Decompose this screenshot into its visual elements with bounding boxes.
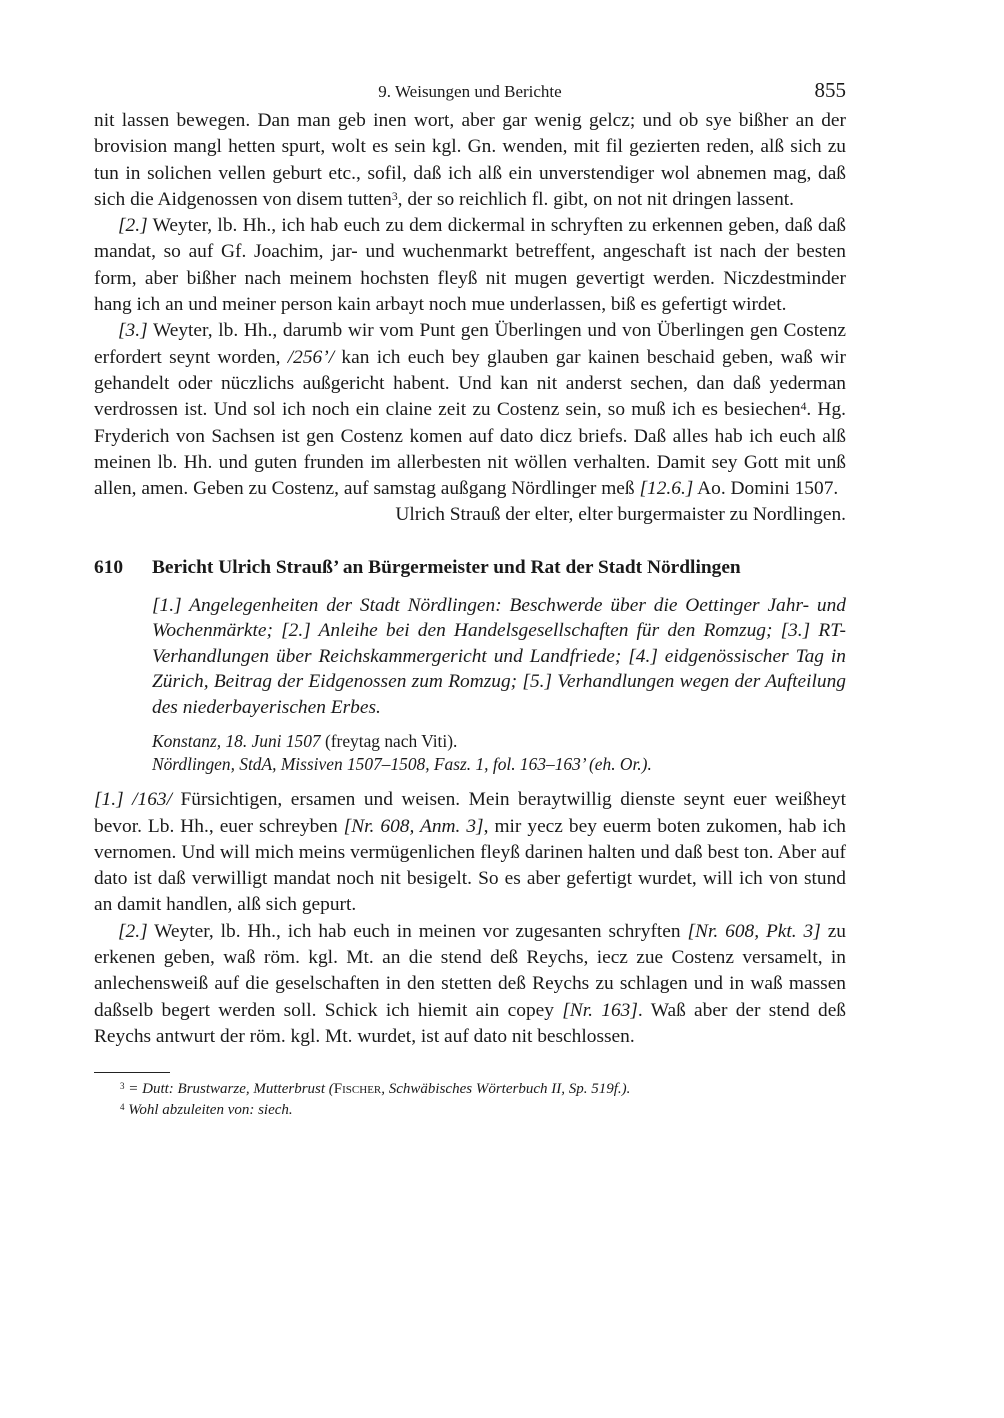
- document-title: Bericht Ulrich Strauß’ an Bürgermeister und Rat der Stadt Nördlingen: [152, 556, 741, 578]
- continuation-text: [94, 108, 846, 529]
- document-meta: [152, 730, 846, 776]
- page: [94, 78, 846, 1121]
- document-text: [94, 787, 846, 1050]
- footnote: $^3$ = Dutt: Brustwarze, Mutterbrust (Fischer, Schwäbisches Wörterbuch II, Sp. 519f.).: [120, 1081, 631, 1098]
- signature: Ulrich Strauß der elter, elter burgermaister zu Nordlingen.: [395, 504, 846, 526]
- place-date: Konstanz, 18. Juni 1507 (freytag nach Viti).: [152, 731, 458, 752]
- paragraph: [2.] Weyter, lb. Hh., ich hab euch in meinen vor zugesanten schryften [Nr. 608, Pkt. 3] zu erkenen geben, waß röm. kgl. Mt. an die stend deß Reychs, iecz zue Costenz versamelt, in anlechensweiß auf die geselschaften in den stetten deß Reychs zu schlagen und in waß massen daßselb begert werden soll. Schick ich hiemit ain copey [Nr. 163]. Waß aber der stend deß Reychs antwurt der röm. kgl. Mt. wurdet, ist auf dato nit beschlossen.: [94, 920, 846, 1047]
- section-mark: [1.] /163/: [94, 789, 172, 811]
- running-title: 9. Weisungen und Berichte: [378, 82, 562, 101]
- regest: [1.] Angelegenheiten der Stadt Nördlingen: Beschwerde über die Oettinger Jahr- und Wochenmärkte; [2.] Anleihe bei den Handelsgesellschaften für den Romzug; [3.] RT-Verhandlungen über Reichskammergericht und Landfriede; [4.] eidgenössischer Tag in Zürich, Beitrag der Eidgenossen zum Romzug; [5.] Verhandlungen wegen der Aufteilung des niederbayerischen Erbes.: [152, 594, 846, 718]
- section-mark: [2.]: [118, 215, 148, 237]
- page-number: 855: [814, 78, 846, 102]
- cross-reference: [Nr. 608, Anm. 3]: [343, 815, 484, 837]
- footnote: $^4$ Wohl abzuleiten von: siech.: [120, 1102, 293, 1119]
- footnote-ref: 4: [800, 400, 807, 414]
- paragraph: [3.] Weyter, lb. Hh., darumb wir vom Punt gen Überlingen und von Überlingen gen Costenz erfordert seynt worden, /256’/ kan ich euch bey glauben gar kainen beschaid geben, waß wir gehandelt oder nüczlichs außgericht habent. Und kan nit anderst sechen, dan daß yederman verdrossen ist. Und sol ich noch ein claine zeit zu Costenz sein, so muß ich es besiechen$^4$. Hg. Fryderich von Sachsen ist gen Costenz komen auf dato dicz briefs. Daß alles hab ich euch alß meinen lb. Hh. und guten frunden im allerbesten nit wöllen verhalten. Damit sey Gott mit unß allen, amen. Geben zu Costenz, auf samstag außgang Nördlinger meß [12.6.] Ao. Domini 1507.: [94, 320, 847, 500]
- paragraph: nit lassen bewegen. Dan man geb inen wort, aber gar wenig gelcz; und ob sye bißher an der brovision mangl hetten spurt, wolt es sein kgl. Gn. wenden, mit fil gezierten reden, alß sich zu tun in solichen vellen geburt etc., sofil, daß ich alß ein unverstendiger wol abnemen mag, daß sich die Aidgenossen von disem tutten$^3$, der so reichlich fl. gibt, on not nit dringen lassent.: [94, 110, 846, 210]
- document-heading: [94, 555, 846, 581]
- cross-reference: [Nr. 163]: [562, 999, 638, 1021]
- footnote-rule: [94, 1072, 170, 1073]
- paragraph: [1.] /163/ Fürsichtigen, ersamen und weisen. Mein beraytwillig dienste seynt euer weißheyt bevor. Lb. Hh., euer schreyben [Nr. 608, Anm. 3], mir yecz bey euerm boten zukomen, hab ich vernomen. Und will mich meins vermügenlichen fleyß darinen halten und daß best ton. Aber auf dato ist daß verwilligt mandat noch nit besigelt. So es aber gefertigt wurdet, will ich von stund an damit handlen, alß sich gepurt.: [94, 789, 847, 916]
- section-mark: [2.]: [118, 920, 148, 942]
- running-head: [94, 78, 846, 108]
- editorial-date: [12.6.]: [639, 478, 694, 500]
- cross-reference: [Nr. 608, Pkt. 3]: [687, 920, 821, 942]
- source-line: Nördlingen, StdA, Missiven 1507–1508, Fasz. 1, fol. 163–163’ (eh. Or.).: [152, 754, 652, 775]
- footnotes: [94, 1079, 846, 1121]
- footnote-ref: 3: [391, 189, 398, 203]
- paragraph: [2.] Weyter, lb. Hh., ich hab euch zu dem dickermal in schryften zu erkennen geben, daß daß mandat, so auf Gf. Joachim, jar- und wuchenmarkt betreffent, angeschaft ist nach der besten form, aber bißher nach meinem hochsten fleyß nit mugen gevertigt werden. Niczdestminder hang ich an und meiner person kain arbayt noch mue underlassen, biß es gefertigt wirdet.: [94, 215, 846, 316]
- section-mark: [3.]: [118, 320, 148, 342]
- document-number: 610: [94, 556, 124, 578]
- folio-mark: /256’/: [287, 346, 335, 368]
